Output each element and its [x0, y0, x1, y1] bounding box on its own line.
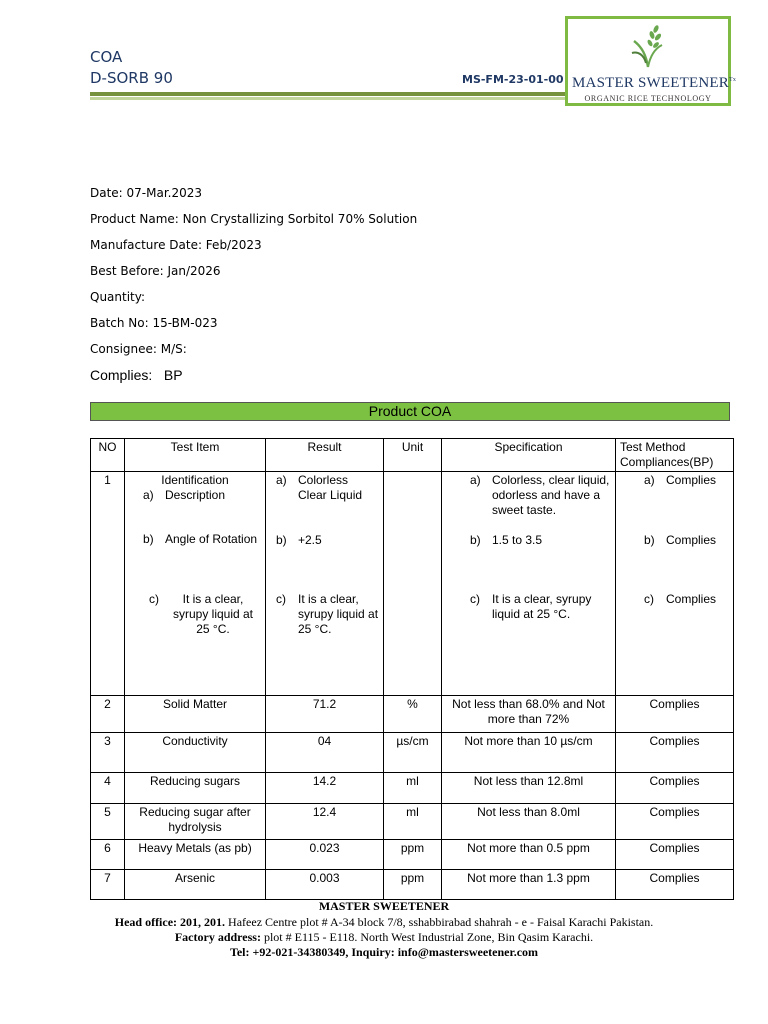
company-logo: [565, 16, 737, 106]
factory-label: Factory address:: [174, 930, 261, 944]
row-result: 12.4: [266, 804, 384, 840]
rice-plant-icon: [628, 23, 668, 69]
header-unit: Unit: [384, 439, 442, 472]
marker-c: c): [644, 592, 654, 606]
table-row: [91, 733, 734, 773]
item-a-text: Description: [165, 488, 226, 502]
marker-b: b): [143, 532, 154, 546]
result-b: [270, 533, 379, 592]
complies-line: [90, 367, 183, 383]
row-no: 1: [91, 472, 125, 696]
product-code-title: D-SORB 90: [90, 69, 173, 87]
quantity-line: Quantity:: [90, 290, 146, 304]
spec-b-text: 1.5 to 3.5: [492, 533, 543, 547]
method-b: [620, 533, 729, 592]
head-office-label: Head office: 201, 201.: [114, 915, 226, 929]
marker-a: a): [276, 473, 287, 487]
row-specification: Not less than 68.0% and Not more than 72%: [442, 696, 616, 733]
row-unit: ml: [384, 773, 442, 804]
row-no: 5: [91, 804, 125, 840]
product-name-line: Product Name: Non Crystallizing Sorbitol 70% Solution: [90, 212, 418, 226]
table-row: [91, 804, 734, 840]
row-specification: Not more than 10 µs/cm: [442, 733, 616, 773]
batch-no-line: Batch No: 15-BM-023: [90, 316, 218, 330]
footer-head-office: [0, 915, 768, 930]
manufacture-date-line: Manufacture Date: Feb/2023: [90, 238, 262, 252]
complies-label: Complies:: [90, 367, 153, 383]
row-specification: Not less than 12.8ml: [442, 773, 616, 804]
best-before-line: Best Before: Jan/2026: [90, 264, 221, 278]
row-test-method: Complies: [616, 870, 734, 900]
result-a-text: Colorless Clear Liquid: [298, 473, 363, 502]
marker-b: b): [644, 533, 655, 547]
spec-a: [446, 473, 611, 533]
date-line: Date: 07-Mar.2023: [90, 186, 203, 200]
row-specification: Not more than 0.5 ppm: [442, 840, 616, 870]
result-c: [270, 592, 379, 637]
sub-item-a: [129, 488, 261, 532]
footer-factory: [0, 930, 768, 945]
row-test-item: Reducing sugar after hydrolysis: [125, 804, 266, 840]
row-result: 04: [266, 733, 384, 773]
header-specification: Specification: [442, 439, 616, 472]
sub-item-b: [129, 532, 261, 592]
header-rule-light: [90, 97, 565, 100]
row-result: [266, 472, 384, 696]
item-c-text: It is a clear, syrupy liquid at 25 °C.: [172, 592, 254, 636]
row-result: 14.2: [266, 773, 384, 804]
table-row: [91, 840, 734, 870]
table-row: [91, 870, 734, 900]
head-office-address: Hafeez Centre plot # A-34 block 7/8, sshabbirabad shahrah - e - Faisal Karachi Pakistan.: [225, 915, 654, 929]
marker-c: c): [470, 592, 480, 606]
row-result: 0.023: [266, 840, 384, 870]
item-b-text: Angle of Rotation: [165, 532, 258, 546]
marker-a: a): [470, 473, 481, 487]
method-a-text: Complies: [666, 473, 717, 487]
row-unit: ppm: [384, 840, 442, 870]
marker-c: c): [276, 592, 286, 606]
spec-a-text: Colorless, clear liquid, odorless and have a sweet taste.: [492, 473, 610, 517]
document-type: COA: [90, 48, 123, 66]
header-test-method: Test Method Compliances(BP): [616, 439, 734, 472]
spec-c: [446, 592, 611, 622]
marker-a: a): [644, 473, 655, 487]
method-c: [620, 592, 729, 607]
sub-item-c: [129, 592, 261, 637]
row-test-item: Reducing sugars: [125, 773, 266, 804]
contact-line: Tel: +92-021-34380349, Inquiry: info@mastersweetener.com: [229, 945, 539, 959]
result-c-text: It is a clear, syrupy liquid at 25 °C.: [298, 592, 379, 636]
spec-b: [446, 533, 611, 592]
marker-c: c): [149, 592, 159, 606]
row-no: 6: [91, 840, 125, 870]
footer-company: [0, 899, 768, 914]
row-test-method: Complies: [616, 840, 734, 870]
row-test-item: [125, 472, 266, 696]
row-no: 4: [91, 773, 125, 804]
method-b-text: Complies: [666, 533, 717, 547]
row-specification: [442, 472, 616, 696]
row-specification: Not less than 8.0ml: [442, 804, 616, 840]
row-test-method: Complies: [616, 733, 734, 773]
row-specification: Not more than 1.3 ppm: [442, 870, 616, 900]
row-test-method: [616, 472, 734, 696]
marker-b: b): [276, 533, 287, 547]
identification-title: Identification: [161, 473, 229, 487]
consignee-line: Consignee: M/S:: [90, 342, 187, 356]
factory-address: plot # E115 - E118. North West Industrial Zone, Bin Qasim Karachi.: [260, 930, 594, 944]
logo-name-text: MASTER SWEETENER: [572, 75, 729, 91]
table-row: [91, 773, 734, 804]
header-test-item: Test Item: [125, 439, 266, 472]
row-test-method: Complies: [616, 804, 734, 840]
row-no: 7: [91, 870, 125, 900]
row-unit: ppm: [384, 870, 442, 900]
logo-tagline: ORGANIC RICE TECHNOLOGY: [584, 94, 712, 103]
row-unit: %: [384, 696, 442, 733]
row-test-item: Conductivity: [125, 733, 266, 773]
row-test-method: Complies: [616, 773, 734, 804]
table-row: [91, 472, 734, 696]
product-coa-heading: Product COA: [90, 402, 730, 421]
logo-wordmark: [572, 75, 737, 92]
marker-a: a): [143, 488, 154, 502]
footer-company-name: MASTER SWEETENER: [318, 899, 450, 913]
row-test-item: Solid Matter: [125, 696, 266, 733]
table-header-row: [91, 439, 734, 472]
document-code: MS-FM-23-01-00: [462, 73, 564, 86]
coa-table: [90, 438, 734, 900]
logo-trademark: Tx: [728, 77, 737, 83]
method-c-text: Complies: [666, 592, 717, 606]
marker-b: b): [470, 533, 481, 547]
row-test-item: Arsenic: [125, 870, 266, 900]
header-no: NO: [91, 439, 125, 472]
result-b-text: +2.5: [298, 533, 322, 547]
header-result: Result: [266, 439, 384, 472]
header-rule-dark: [90, 92, 565, 96]
row-unit: [384, 472, 442, 696]
row-result: 71.2: [266, 696, 384, 733]
row-no: 3: [91, 733, 125, 773]
row-test-method: Complies: [616, 696, 734, 733]
row-result: 0.003: [266, 870, 384, 900]
result-a: [270, 473, 379, 533]
row-test-item: Heavy Metals (as pb): [125, 840, 266, 870]
row-unit: µs/cm: [384, 733, 442, 773]
row-no: 2: [91, 696, 125, 733]
spec-c-text: It is a clear, syrupy liquid at 25 °C.: [492, 592, 592, 621]
complies-value: BP: [163, 367, 183, 383]
footer-contact: [0, 945, 768, 960]
table-row: [91, 696, 734, 733]
method-a: [620, 473, 729, 533]
row-unit: ml: [384, 804, 442, 840]
